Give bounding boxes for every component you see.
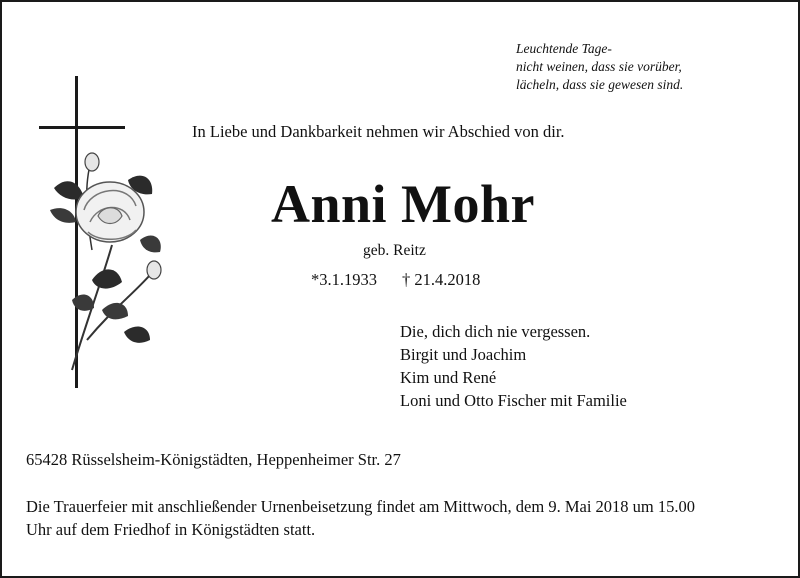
maiden-name: geb. Reitz: [363, 242, 426, 259]
mourners-line: Birgit und Joachim: [400, 345, 527, 364]
deceased-name-text: Anni Mohr: [270, 174, 536, 234]
mourners-line: Loni und Otto Fischer mit Familie: [400, 391, 627, 410]
ceremony-line: Die Trauerfeier mit anschließender Urnenbeisetzung findet am Mittwoch, dem 9. Mai 2018 um 15.00: [26, 497, 696, 516]
motto-line: nicht weinen, dass sie vorüber,: [516, 59, 682, 74]
death-date: † 21.4.2018: [402, 270, 481, 289]
address: 65428 Rüsselsheim-Königstädten, Heppenheimer Str. 27: [26, 450, 401, 469]
intro-text: In Liebe und Dankbarkeit nehmen wir Abschied von dir.: [192, 122, 565, 141]
deceased-name: [2, 168, 800, 240]
motto-poem: [516, 40, 683, 94]
motto-line: lächeln, dass sie gewesen sind.: [516, 77, 684, 92]
birth-date: *3.1.1933: [311, 270, 377, 289]
mourners-list: [400, 320, 627, 412]
mourners-line: Die, dich dich nie vergessen.: [400, 322, 591, 341]
mourners-line: Kim und René: [400, 368, 497, 387]
motto-line: Leuchtende Tage-: [516, 41, 612, 56]
ceremony-line: Uhr auf dem Friedhof in Königstädten statt.: [26, 520, 316, 539]
ceremony-info: [26, 495, 786, 541]
